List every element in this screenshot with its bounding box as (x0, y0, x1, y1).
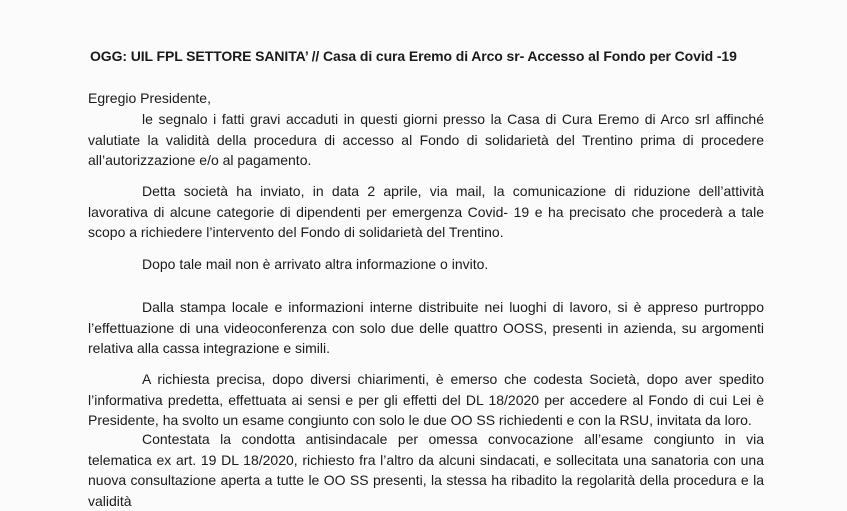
subject-text: Casa di cura Eremo di Arco sr- Accesso al Fondo per Covid -19 (319, 48, 737, 64)
paragraph-text: Detta società ha inviato, in data 2 aprile, via mail, la comunicazione di riduzione dell’attività lavorativa di alcune categorie di dipendenti per emergenza Covid- 19 e ha precisato che procederà a tale scopo a richiedere l’intervento del Fondo di solidarietà del Trentino. (88, 183, 764, 240)
paragraph-text: Contestata la condotta antisindacale per omessa convocazione all’esame congiunto in via telematica ex art. 19 DL 18/2020, richiesto fra l’altro da alcuni sindacati, e sollecitata una sanatoria con una nuova consultazione aperta a tutte le OO SS presenti, la stessa ha ribadito la regolarità della procedura e la validità (88, 431, 764, 509)
paragraph-3 (88, 254, 764, 275)
paragraph-text: A richiesta precisa, dopo diversi chiarimenti, è emerso che codesta Società, dopo aver spedito l’informativa predetta, effettuata ai sensi e per gli effetti del DL 18/2020 per accedere al Fondo di cui Lei è Presidente, ha svolto un esame congiunto con solo le due OO SS richiedenti e con la RSU, invitata da loro. (88, 371, 764, 428)
paragraph-5 (88, 369, 764, 431)
paragraph-6 (88, 429, 764, 511)
paragraph-4 (88, 297, 764, 359)
paragraph-text: Dopo tale mail non è arrivato altra informazione o invito. (142, 256, 489, 272)
paragraph-1 (88, 109, 764, 171)
salutation: Egregio Presidente, (88, 90, 211, 106)
paragraph-2 (88, 181, 764, 243)
subject-prefix: OGG: UIL FPL SETTORE SANITA’ // (90, 48, 320, 64)
paragraph-text: le segnalo i fatti gravi accaduti in questi giorni presso la Casa di Cura Eremo di Arco srl affinché valutiate la validità della procedura di accesso al Fondo di solidarietà del Trentino prima di procedere all’autorizzazione e/o al pagamento. (88, 111, 764, 168)
paragraph-text: Dalla stampa locale e informazioni interne distribuite nei luoghi di lavoro, si è appreso purtroppo l’effettuazione di una videoconferenza con solo due delle quattro OOSS, presenti in azienda, su argomenti relativa alla cassa integrazione e simili. (88, 299, 764, 356)
letter-subject (90, 48, 737, 64)
